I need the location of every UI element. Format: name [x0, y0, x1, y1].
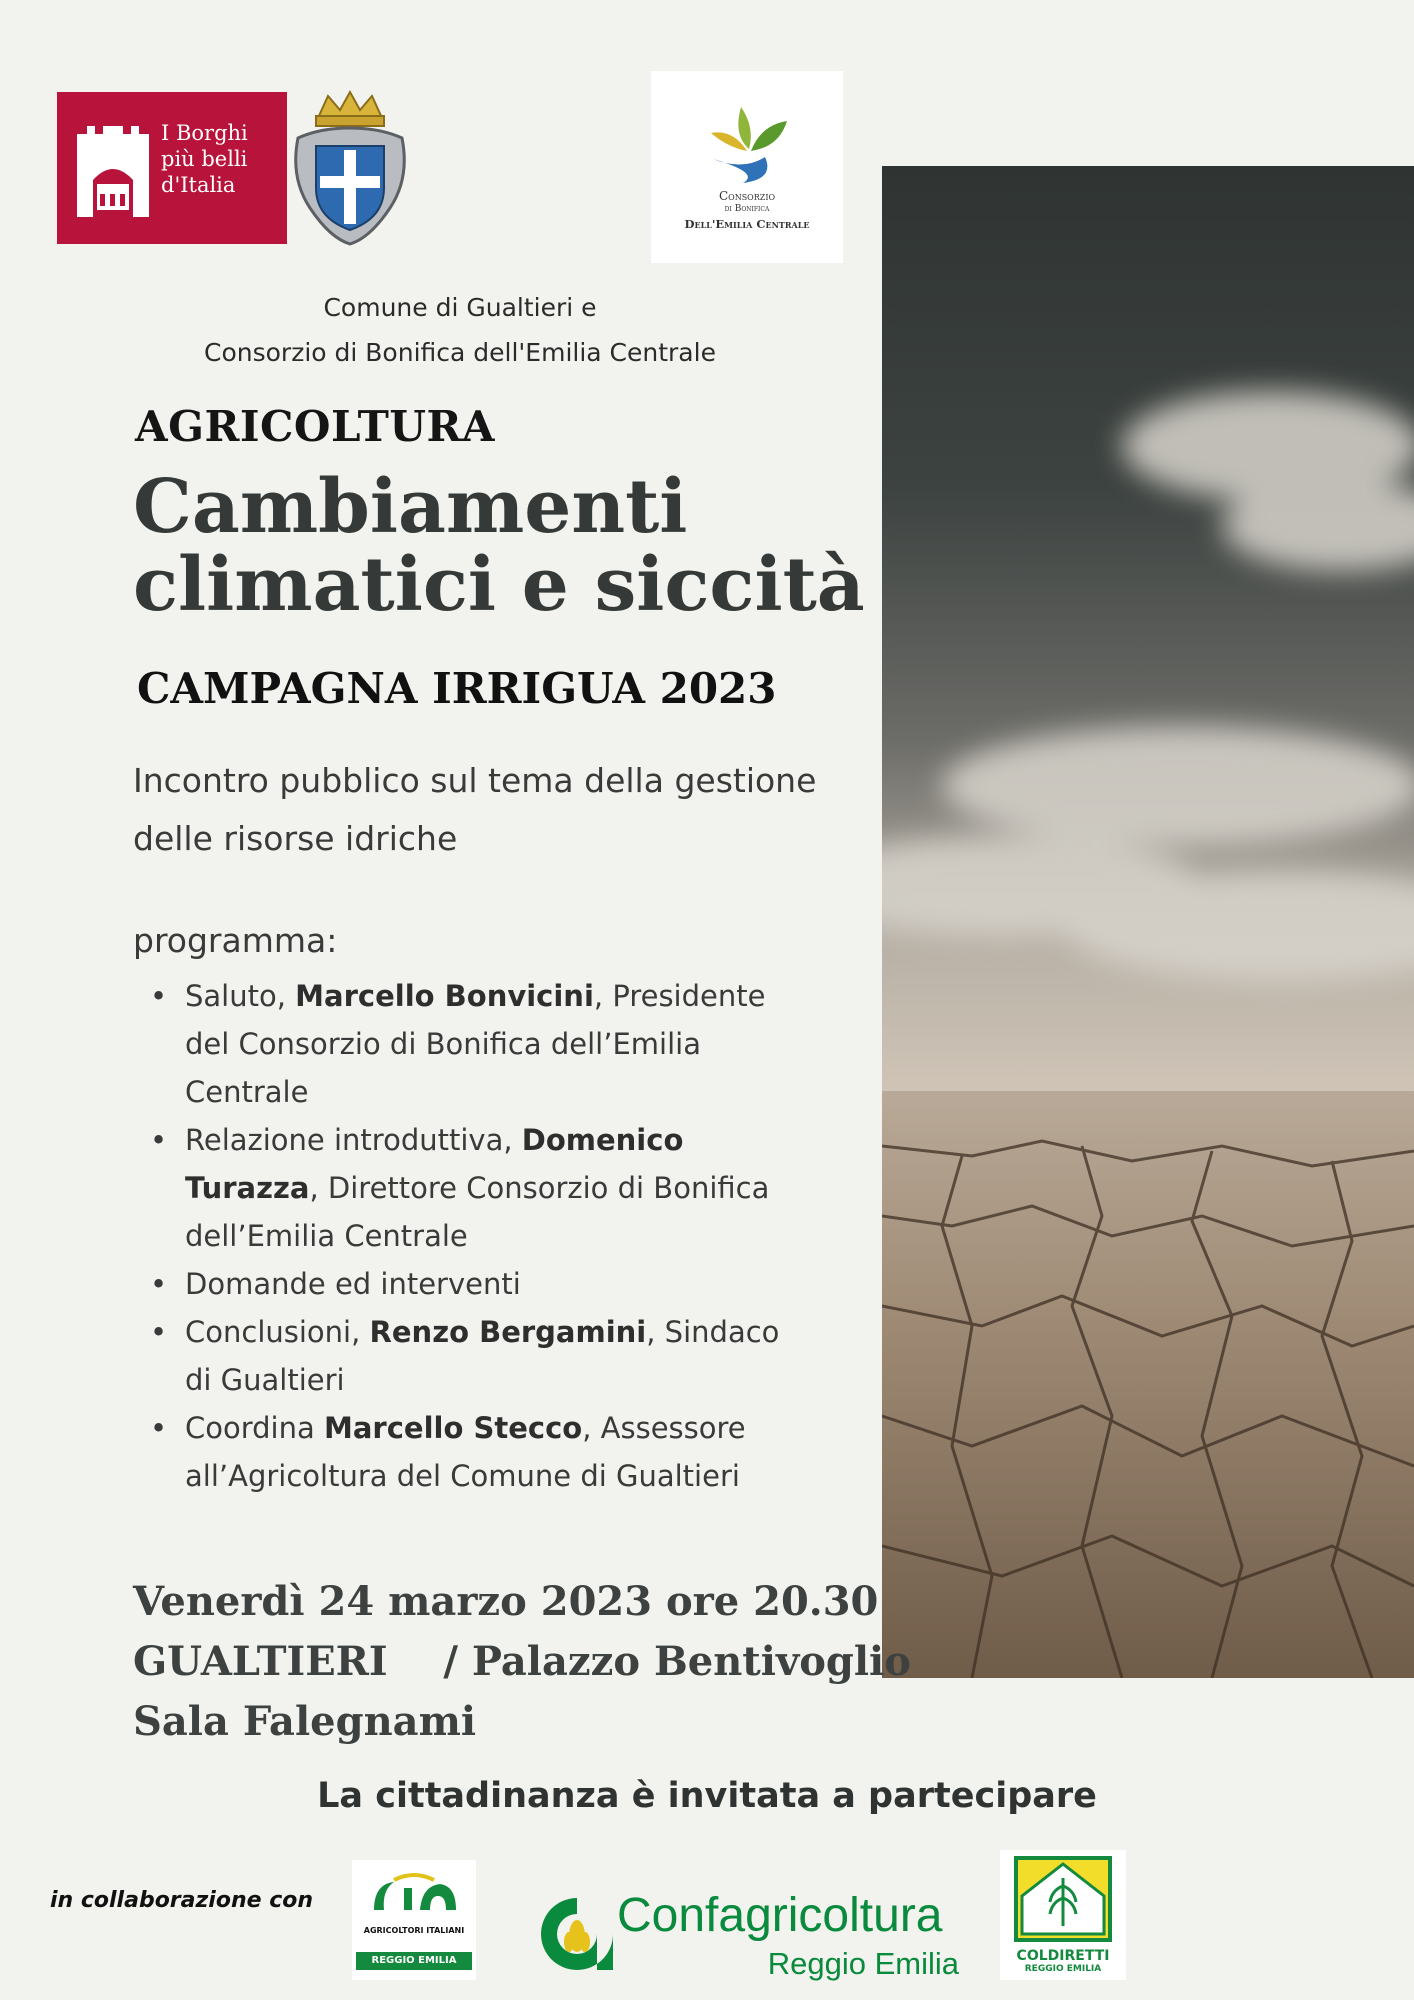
event-details — [133, 1572, 911, 1752]
coldiretti-name: COLDIRETTI — [1016, 1948, 1110, 1964]
consorzio-logo — [651, 71, 843, 263]
borghi-line-3: d'Italia — [161, 173, 236, 197]
program-item — [150, 972, 790, 1116]
program-item — [150, 1116, 790, 1260]
program-list — [150, 972, 790, 1500]
cia-subtext: REGGIO EMILIA — [356, 1952, 472, 1970]
confagricoltura-sub: Reggio Emilia — [767, 1946, 959, 1981]
consorzio-line-3: Dell'Emilia Centrale — [684, 217, 810, 231]
drought-photo — [882, 166, 1414, 1678]
cia-logo — [352, 1860, 476, 1980]
borghi-line-1: I Borghi — [161, 121, 248, 145]
program-item — [150, 1308, 790, 1404]
intro-text — [133, 752, 816, 868]
program-heading: programma: — [133, 921, 338, 960]
campaign-heading: CAMPAGNA IRRIGUA 2023 — [137, 664, 777, 713]
castle-icon — [73, 122, 153, 217]
invite-line: La cittadinanza è invitata a partecipare — [317, 1776, 1097, 1816]
organizer-line-2: Consorzio di Bonifica dell'Emilia Centrale — [204, 338, 716, 367]
cia-text: AGRICOLTORI ITALIANI — [363, 1926, 465, 1935]
coldiretti-sub: REGGIO EMILIA — [1024, 1964, 1102, 1974]
event-date: Venerdì 24 marzo 2023 ore 20.30 — [133, 1578, 879, 1625]
confagricoltura-logo — [535, 1888, 967, 1980]
coldiretti-mark-icon — [1014, 1856, 1112, 1942]
event-room: Sala Falegnami — [133, 1698, 477, 1745]
intro-line-1: Incontro pubblico sul tema della gestione — [133, 761, 817, 800]
consorzio-line-2: di Bonifica — [724, 204, 770, 214]
confagricoltura-mark-icon — [535, 1892, 619, 1976]
collaboration-label: in collaborazione con — [50, 1888, 314, 1913]
coldiretti-logo — [1000, 1850, 1126, 1980]
cia-mark-icon — [364, 1870, 464, 1916]
confagricoltura-name: Confagricoltura — [617, 1889, 943, 1942]
program-item-role: , Assessore all’Agricoltura del Comune di Gualtieri — [185, 1411, 746, 1493]
kicker: AGRICOLTURA — [135, 402, 495, 451]
program-item-text: Coordina — [185, 1411, 324, 1445]
program-item-role: , Direttore Consorzio di Bonifica dell’Emilia Centrale — [185, 1171, 770, 1253]
title-line-1: Cambiamenti — [133, 464, 688, 550]
title-line-2: climatici e siccità — [133, 542, 865, 628]
organizer-line-1: Comune di Gualtieri e — [323, 293, 597, 322]
coat-of-arms-icon — [290, 88, 410, 248]
page-title — [133, 464, 865, 628]
consorzio-line-1: Consorzio — [718, 189, 776, 203]
intro-line-2: delle risorse idriche — [133, 819, 458, 858]
speaker-name: Marcello Stecco — [323, 1411, 583, 1445]
leaves-icon — [703, 99, 795, 185]
program-item-text: Relazione introduttiva, — [185, 1123, 522, 1157]
program-item-role: , Sindaco di Gualtieri — [185, 1315, 780, 1397]
speaker-name: Renzo Bergamini — [369, 1315, 647, 1349]
speaker-name: Domenico Turazza — [185, 1123, 684, 1205]
program-item — [150, 1260, 790, 1308]
speaker-name: Marcello Bonvicini — [295, 979, 594, 1013]
program-item — [150, 1404, 790, 1500]
program-item-text: Domande ed interventi — [185, 1267, 521, 1301]
program-item-role: , Presidente del Consorzio di Bonifica dell’Emilia Centrale — [185, 979, 766, 1109]
program-item-text: Conclusioni, — [185, 1315, 370, 1349]
program-item-text: Saluto, — [185, 979, 296, 1013]
borghi-line-2: più belli — [161, 147, 248, 171]
borghi-logo — [57, 92, 287, 244]
event-location: GUALTIERI / Palazzo Bentivoglio — [133, 1638, 911, 1685]
